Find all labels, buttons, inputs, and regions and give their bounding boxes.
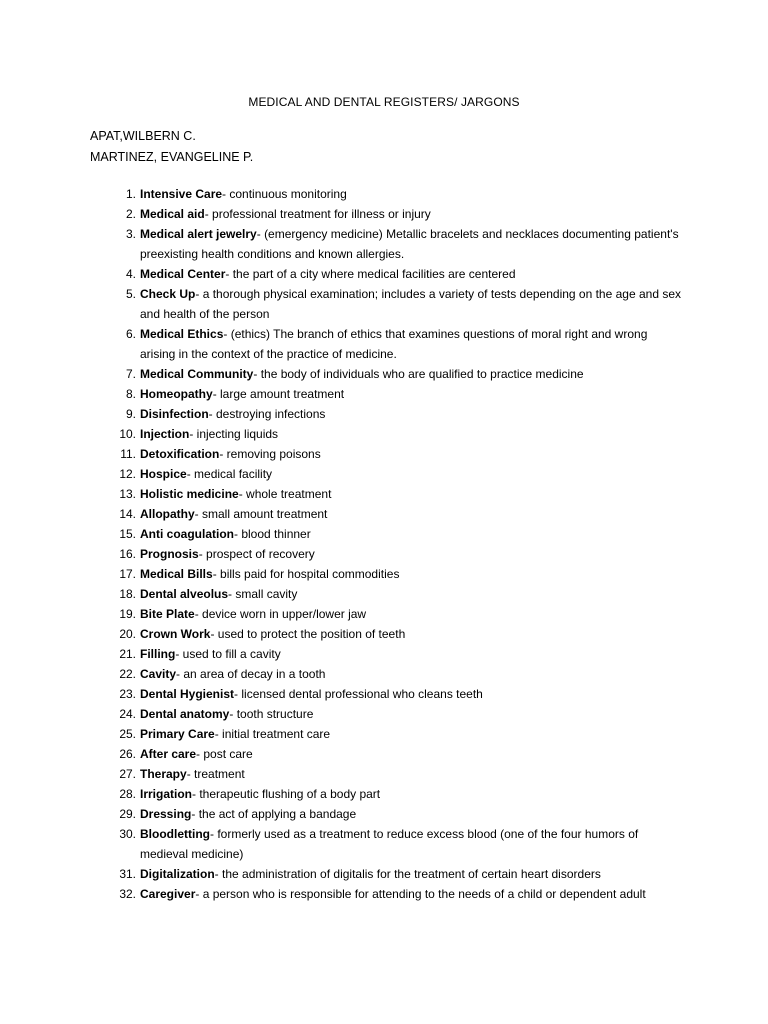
item-number-text: 28. <box>119 787 136 801</box>
item-body <box>136 764 684 784</box>
item-number-text: 18. <box>119 587 136 601</box>
glossary-item <box>104 184 684 204</box>
item-number <box>104 224 136 264</box>
item-body <box>136 724 684 744</box>
item-number <box>104 404 136 424</box>
item-body <box>136 824 684 864</box>
item-body <box>136 184 684 204</box>
glossary-item <box>104 764 684 784</box>
item-term: Primary Care <box>140 727 215 741</box>
item-body <box>136 744 684 764</box>
item-number <box>104 464 136 484</box>
item-body <box>136 444 684 464</box>
item-term: Cavity <box>140 667 177 681</box>
item-number <box>104 324 136 364</box>
glossary-item <box>104 364 684 384</box>
item-body <box>136 804 684 824</box>
item-number <box>104 864 136 884</box>
item-number-text: 27. <box>119 767 136 781</box>
author-name: APAT,WILBERN C. <box>90 129 196 143</box>
item-number <box>104 604 136 624</box>
item-number-text: 32. <box>119 887 136 901</box>
item-term: Filling <box>140 647 176 661</box>
glossary-item <box>104 564 684 584</box>
glossary-item <box>104 644 684 664</box>
item-number-text: 22. <box>119 667 136 681</box>
item-body <box>136 384 684 404</box>
glossary-item <box>104 784 684 804</box>
item-number <box>104 524 136 544</box>
item-body <box>136 264 684 284</box>
item-number-text: 21. <box>119 647 136 661</box>
item-term: Caregiver <box>140 887 196 901</box>
item-body <box>136 284 684 324</box>
item-number-text: 19. <box>119 607 136 621</box>
item-body <box>136 364 684 384</box>
glossary-item <box>104 624 684 644</box>
item-number <box>104 484 136 504</box>
item-number <box>104 424 136 444</box>
item-term: Medical Center <box>140 267 226 281</box>
item-number <box>104 684 136 704</box>
item-body <box>136 424 684 444</box>
item-definition: - used to protect the position of teeth <box>210 627 406 641</box>
item-body <box>136 604 684 624</box>
item-number-text: 2. <box>125 207 136 221</box>
item-body <box>136 524 684 544</box>
glossary-item <box>104 804 684 824</box>
item-definition: - treatment <box>186 767 245 781</box>
item-term: Dressing <box>140 807 192 821</box>
item-body <box>136 504 684 524</box>
item-definition: - therapeutic flushing of a body part <box>192 787 381 801</box>
item-number <box>104 444 136 464</box>
glossary-item <box>104 484 684 504</box>
item-term: Digitalization <box>140 867 215 881</box>
glossary-item <box>104 524 684 544</box>
item-term: Bite Plate <box>140 607 195 621</box>
item-term: Bloodletting <box>140 827 210 841</box>
item-number <box>104 184 136 204</box>
item-definition: - a thorough physical examination; includes a variety of tests depending on the age and sex and health of the person <box>140 287 682 321</box>
glossary-item <box>104 864 684 884</box>
item-number <box>104 584 136 604</box>
item-definition: - the body of individuals who are qualified to practice medicine <box>253 367 584 381</box>
item-body <box>136 864 684 884</box>
item-definition: - (ethics) The branch of ethics that examines questions of moral right and wrong arising in the context of the practice of medicine. <box>140 327 648 361</box>
item-number-text: 25. <box>119 727 136 741</box>
item-definition: - the part of a city where medical facilities are centered <box>225 267 516 281</box>
item-term: Allopathy <box>140 507 195 521</box>
item-number <box>104 384 136 404</box>
glossary-list <box>104 184 684 904</box>
item-term: After care <box>140 747 197 761</box>
glossary-item <box>104 404 684 424</box>
item-number-text: 31. <box>119 867 136 881</box>
item-body <box>136 224 684 264</box>
item-definition: - injecting liquids <box>189 427 279 441</box>
item-number <box>104 544 136 564</box>
item-body <box>136 684 684 704</box>
item-definition: - tooth structure <box>229 707 314 721</box>
item-term: Disinfection <box>140 407 209 421</box>
item-definition: - continuous monitoring <box>222 187 347 201</box>
item-number-text: 26. <box>119 747 136 761</box>
item-number <box>104 284 136 324</box>
item-number <box>104 364 136 384</box>
item-definition: - destroying infections <box>208 407 326 421</box>
item-body <box>136 204 684 224</box>
item-number <box>104 764 136 784</box>
item-number-text: 1. <box>125 187 136 201</box>
item-definition: - formerly used as a treatment to reduce excess blood (one of the four humors of medieval medicine) <box>140 827 639 861</box>
item-body <box>136 624 684 644</box>
glossary-item <box>104 224 684 264</box>
item-number-text: 20. <box>119 627 136 641</box>
glossary-item <box>104 324 684 364</box>
item-body <box>136 404 684 424</box>
item-body <box>136 464 684 484</box>
item-term: Homeopathy <box>140 387 213 401</box>
glossary-item <box>104 584 684 604</box>
item-definition: - an area of decay in a tooth <box>176 667 326 681</box>
item-number-text: 17. <box>119 567 136 581</box>
item-definition: - professional treatment for illness or injury <box>204 207 431 221</box>
item-number <box>104 804 136 824</box>
item-body <box>136 564 684 584</box>
item-number <box>104 624 136 644</box>
document-title: MEDICAL AND DENTAL REGISTERS/ JARGONS <box>248 95 520 109</box>
glossary-item <box>104 204 684 224</box>
item-number <box>104 264 136 284</box>
item-number <box>104 744 136 764</box>
item-definition: - (emergency medicine) Metallic bracelets and necklaces documenting patient's preexisting health conditions and known allergies. <box>140 227 679 261</box>
glossary-item <box>104 544 684 564</box>
item-number-text: 13. <box>119 487 136 501</box>
glossary-item <box>104 744 684 764</box>
glossary-item <box>104 604 684 624</box>
item-number-text: 30. <box>119 827 136 841</box>
item-body <box>136 784 684 804</box>
item-term: Injection <box>140 427 190 441</box>
item-term: Therapy <box>140 767 187 781</box>
item-body <box>136 644 684 664</box>
item-number-text: 6. <box>125 327 136 341</box>
item-term: Dental alveolus <box>140 587 229 601</box>
author-list <box>90 126 253 168</box>
item-definition: - large amount treatment <box>212 387 345 401</box>
glossary-item <box>104 284 684 324</box>
item-number <box>104 824 136 864</box>
item-definition: - small amount treatment <box>194 507 328 521</box>
item-body <box>136 544 684 564</box>
item-number-text: 10. <box>119 427 136 441</box>
item-term: Medical Bills <box>140 567 213 581</box>
glossary-item <box>104 504 684 524</box>
item-term: Hospice <box>140 467 187 481</box>
item-definition: - medical facility <box>186 467 273 481</box>
item-definition: - the administration of digitalis for the treatment of certain heart disorders <box>214 867 601 881</box>
item-definition: - post care <box>196 747 253 761</box>
item-definition: - used to fill a cavity <box>175 647 281 661</box>
item-term: Medical aid <box>140 207 205 221</box>
glossary-item <box>104 264 684 284</box>
item-body <box>136 664 684 684</box>
glossary-item <box>104 444 684 464</box>
item-term: Intensive Care <box>140 187 223 201</box>
glossary-item <box>104 724 684 744</box>
item-number-text: 12. <box>119 467 136 481</box>
item-number-text: 11. <box>120 447 136 461</box>
glossary-item <box>104 384 684 404</box>
item-number-text: 7. <box>125 367 136 381</box>
item-term: Check Up <box>140 287 196 301</box>
item-number-text: 29. <box>119 807 136 821</box>
item-definition: - blood thinner <box>234 527 311 541</box>
item-definition: - the act of applying a bandage <box>191 807 357 821</box>
item-number-text: 5. <box>125 287 136 301</box>
item-number <box>104 204 136 224</box>
item-body <box>136 704 684 724</box>
item-body <box>136 884 684 904</box>
item-number <box>104 664 136 684</box>
item-number <box>104 504 136 524</box>
item-term: Prognosis <box>140 547 199 561</box>
item-definition: - small cavity <box>228 587 298 601</box>
item-number-text: 14. <box>119 507 136 521</box>
item-term: Irrigation <box>140 787 193 801</box>
item-number-text: 9. <box>125 407 136 421</box>
item-number-text: 15. <box>119 527 136 541</box>
item-number-text: 3. <box>125 227 136 241</box>
item-body <box>136 584 684 604</box>
item-term: Dental anatomy <box>140 707 230 721</box>
item-definition: - removing poisons <box>219 447 321 461</box>
item-number <box>104 784 136 804</box>
item-definition: - bills paid for hospital commodities <box>212 567 400 581</box>
item-term: Anti coagulation <box>140 527 234 541</box>
glossary-item <box>104 704 684 724</box>
item-body <box>136 484 684 504</box>
item-number <box>104 724 136 744</box>
item-number-text: 4. <box>125 267 136 281</box>
glossary-item <box>104 464 684 484</box>
item-term: Detoxification <box>140 447 220 461</box>
item-number <box>104 644 136 664</box>
item-number-text: 23. <box>119 687 136 701</box>
glossary-item <box>104 824 684 864</box>
glossary-item <box>104 664 684 684</box>
item-definition: - licensed dental professional who cleans teeth <box>234 687 483 701</box>
item-body <box>136 324 684 364</box>
item-definition: - a person who is responsible for attending to the needs of a child or dependent adult <box>195 887 646 901</box>
item-definition: - whole treatment <box>238 487 332 501</box>
item-number <box>104 884 136 904</box>
item-definition: - prospect of recovery <box>198 547 315 561</box>
glossary-item <box>104 424 684 444</box>
item-term: Medical Ethics <box>140 327 224 341</box>
item-number <box>104 564 136 584</box>
item-definition: - initial treatment care <box>214 727 331 741</box>
item-term: Medical Community <box>140 367 254 381</box>
glossary-item <box>104 684 684 704</box>
glossary-item <box>104 884 684 904</box>
item-term: Medical alert jewelry <box>140 227 257 241</box>
item-number-text: 24. <box>119 707 136 721</box>
item-number-text: 16. <box>119 547 136 561</box>
author-name: MARTINEZ, EVANGELINE P. <box>90 150 254 164</box>
item-term: Crown Work <box>140 627 211 641</box>
item-term: Dental Hygienist <box>140 687 235 701</box>
item-term: Holistic medicine <box>140 487 239 501</box>
item-number-text: 8. <box>125 387 136 401</box>
item-definition: - device worn in upper/lower jaw <box>194 607 367 621</box>
item-number <box>104 704 136 724</box>
